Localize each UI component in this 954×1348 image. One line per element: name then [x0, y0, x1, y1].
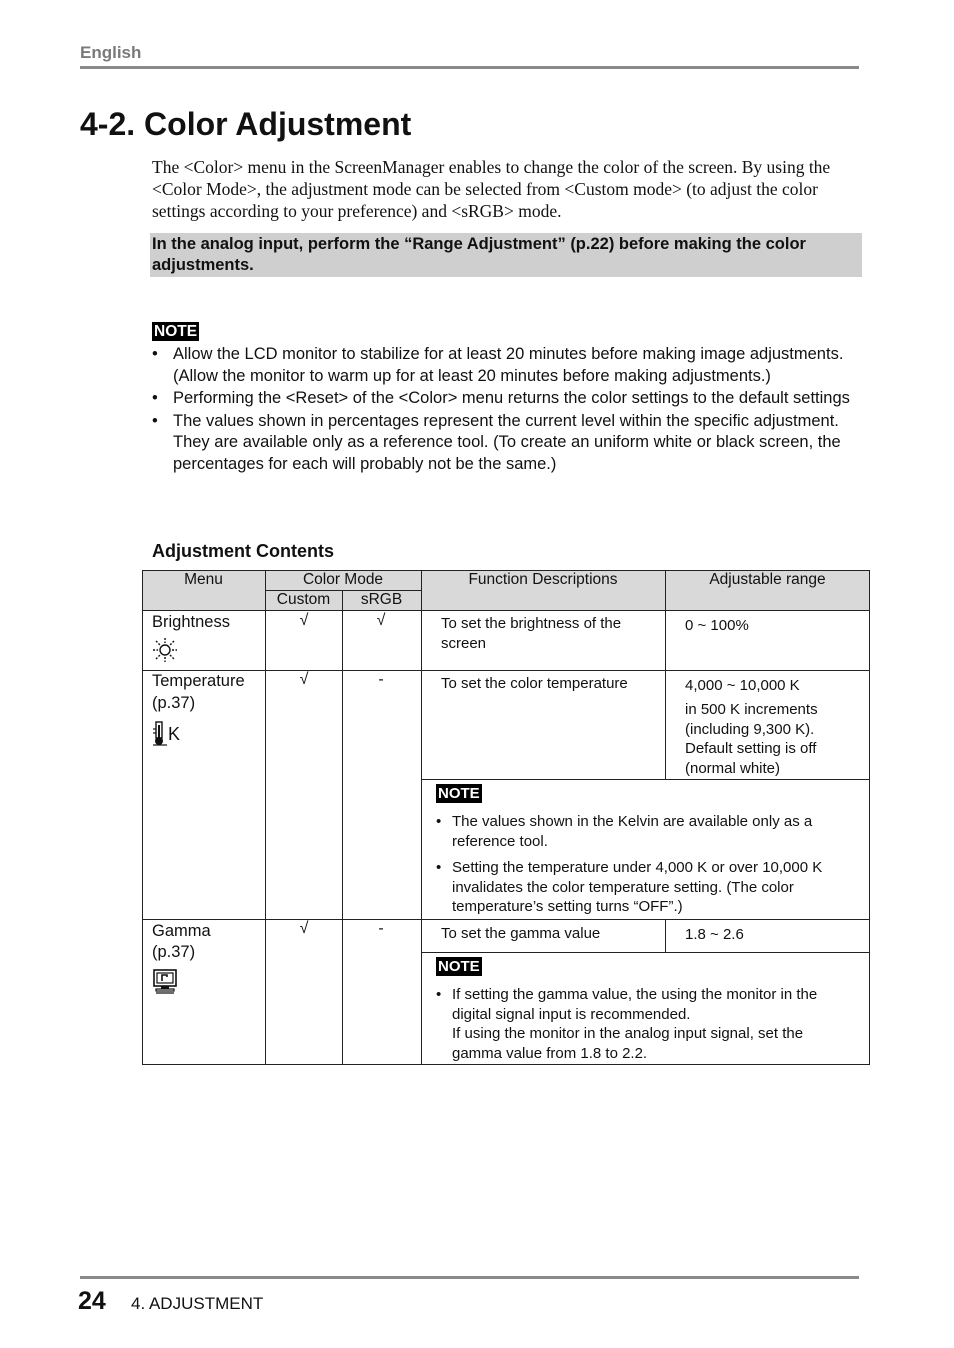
thermometer-k-icon [153, 721, 185, 752]
header-srgb: sRGB [360, 591, 403, 608]
temperature-note-item: • Setting the temperature under 4,000 K or over 10,000 K invalidates the color temperature setting. (The color temperature’s setting turns “OFF”.) [436, 858, 856, 917]
monitor-gamma-icon [153, 969, 179, 1000]
header-rule [80, 66, 859, 69]
gamma-page-ref: (p.37) [152, 943, 196, 961]
gamma-range: 1.8 ~ 2.6 [685, 926, 744, 943]
gamma-note-list [436, 985, 856, 1070]
header-custom: Custom [276, 591, 331, 608]
adjustment-contents-heading: Adjustment Contents [152, 541, 334, 561]
warning-box: In the analog input, perform the “Range Adjustment” (p.22) before making the color adjustments. [150, 233, 862, 277]
brightness-label: Brightness [152, 613, 230, 631]
footer-rule [80, 1276, 859, 1279]
gamma-note-item [436, 985, 856, 1063]
temperature-function: To set the color temperature [441, 675, 628, 692]
temperature-note-list [436, 812, 856, 924]
temperature-page-ref: (p.37) [152, 694, 196, 712]
gamma-note-badge: NOTE [438, 958, 480, 975]
footer-section: 4. ADJUSTMENT [131, 1294, 264, 1313]
temperature-label: Temperature [152, 672, 245, 690]
temperature-note-item: • The values shown in the Kelvin are available only as a reference tool. [436, 812, 856, 851]
sun-icon [153, 638, 177, 667]
temperature-note-badge: NOTE [438, 785, 480, 802]
header-function: Function Descriptions [468, 571, 618, 588]
gamma-note-line: If using the monitor in the analog input signal, set the gamma value from 1.8 to 2.2. [452, 1025, 804, 1062]
note-item: • The values shown in percentages represent the current level within the specific adjustment. They are available only as a reference tool. (To create an uniform white or black screen, the percentages for each will probably not be the same.) [152, 411, 862, 476]
note-badge: NOTE [154, 323, 198, 340]
note-list [152, 344, 862, 476]
adjustment-table [142, 570, 870, 1065]
brightness-function: To set the brightness of the screen [441, 615, 622, 652]
brightness-range: 0 ~ 100% [685, 617, 749, 634]
gamma-note-line: If setting the gamma value, the using the monitor in the digital signal input is recommended. [452, 986, 818, 1023]
gamma-srgb-value: - [378, 920, 384, 937]
header-menu: Menu [184, 571, 223, 588]
brightness-srgb-check: √ [376, 612, 386, 629]
header-color-mode: Color Mode [302, 571, 384, 588]
gamma-custom-check: √ [299, 920, 309, 937]
page-title: 4-2. Color Adjustment [80, 106, 412, 142]
page-number: 24 [78, 1287, 106, 1315]
note-item: • Allow the LCD monitor to stabilize for at least 20 minutes before making image adjustments. (Allow the monitor to warm up for at least 20 minutes before making adjustments.) [152, 344, 862, 387]
temperature-srgb-value: - [378, 671, 384, 688]
temperature-range: 4,000 ~ 10,000 K [685, 677, 800, 694]
header-range: Adjustable range [709, 571, 826, 588]
gamma-label: Gamma [152, 922, 211, 940]
svg-text:K: K [168, 724, 181, 744]
brightness-custom-check: √ [299, 612, 309, 629]
gamma-function: To set the gamma value [441, 925, 601, 942]
temperature-range-detail: in 500 K increments (including 9,300 K). Default setting is off (normal white) [685, 701, 818, 777]
temperature-custom-check: √ [299, 671, 309, 688]
intro-paragraph: The <Color> menu in the ScreenManager enables to change the color of the screen. By using the <Color Mode>, the adjustment mode can be selected from <Custom mode> (to adjust the color settings according to your preference) and <sRGB> mode. [152, 157, 831, 221]
note-item: • Performing the <Reset> of the <Color> menu returns the color settings to the default settings [152, 388, 862, 410]
header-language: English [80, 43, 142, 62]
